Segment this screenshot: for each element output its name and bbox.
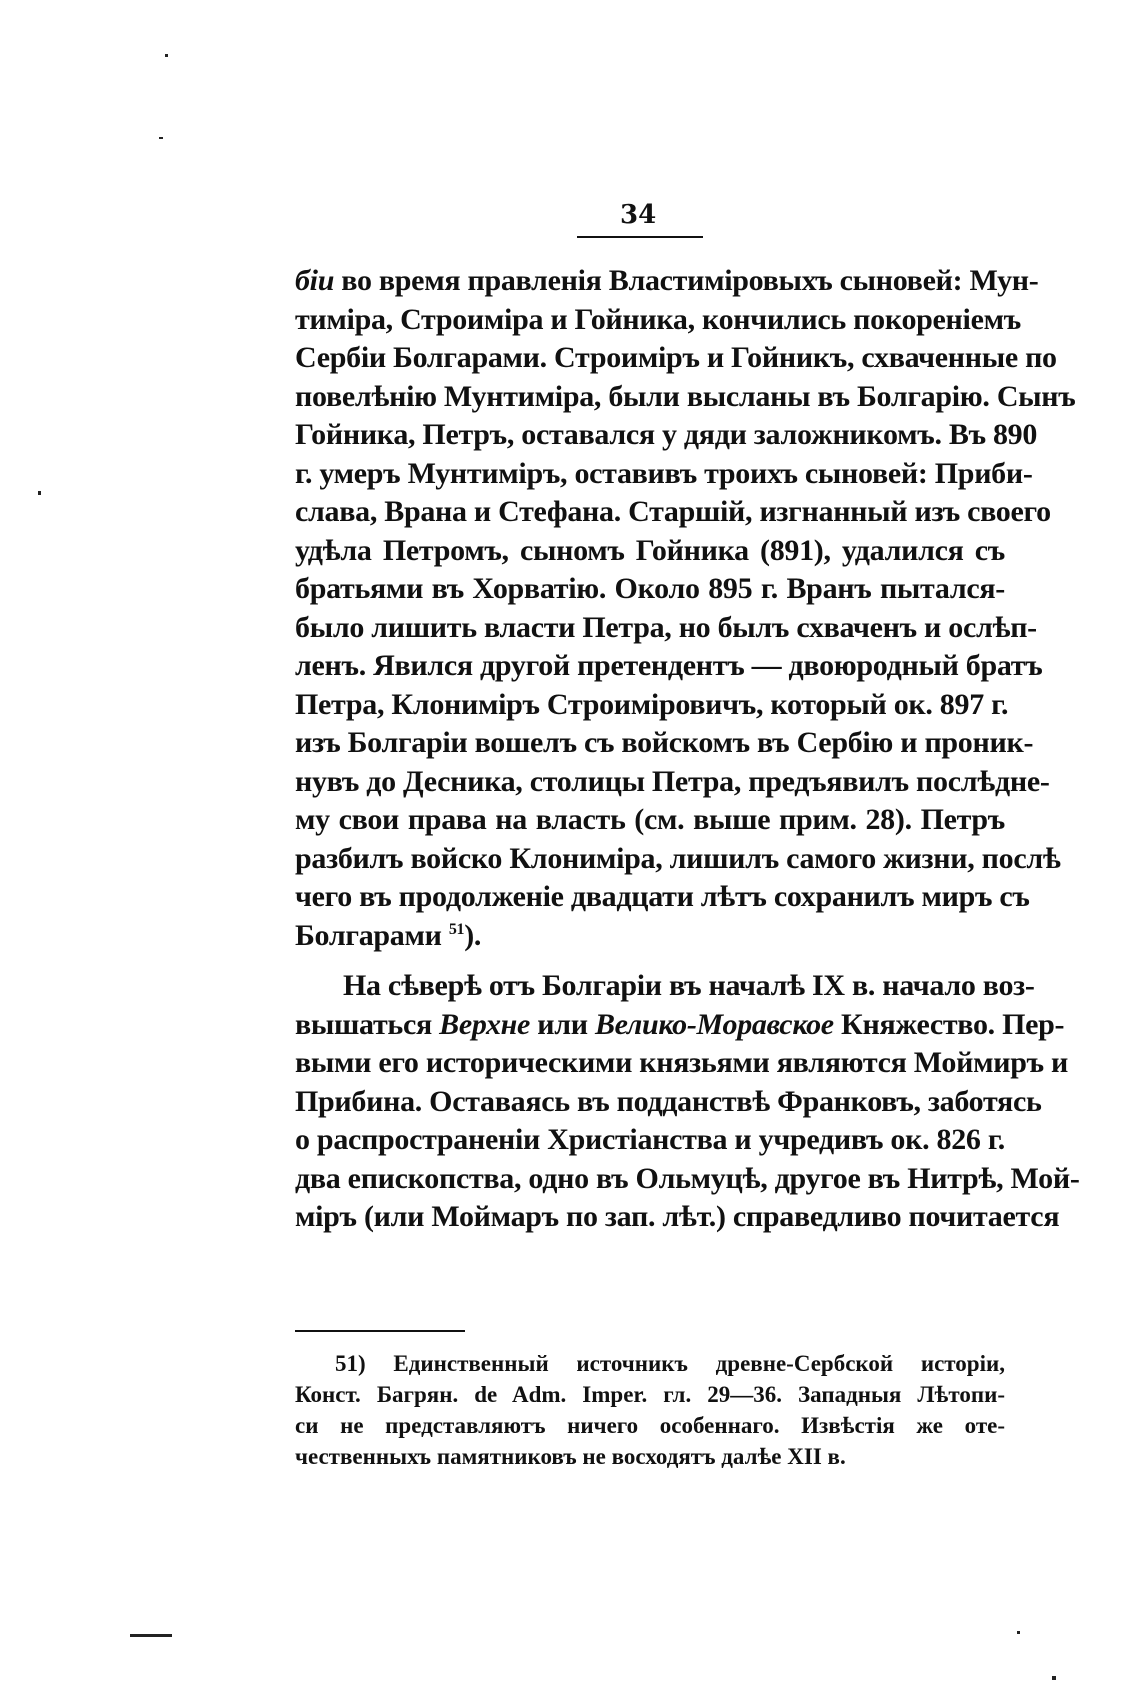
text-run: Верхне: [439, 1007, 531, 1041]
text-run: выми его историческими князьями являются Моймиръ и: [295, 1046, 1068, 1079]
text-run: тиміра, Строиміра и Гойника, кончились покореніемъ: [295, 302, 1021, 336]
scan-speck: [1052, 1676, 1056, 1680]
text-run: два епископства, одно въ Ольмуцѣ, другое въ Нитрѣ, Мой-: [295, 1161, 1080, 1195]
text-run: біи: [295, 264, 335, 297]
text-run: Прибина. Оставаясь въ подданствѣ Франковъ, заботясь: [295, 1084, 1042, 1118]
scan-speck: [159, 137, 163, 139]
text-run: братьями въ Хорватію. Около 895 г. Вранъ пытался-: [295, 572, 1005, 605]
text-run: На сѣверѣ отъ Болгаріи въ началѣ IX в. начало воз-: [343, 969, 1035, 1002]
text-run: во время правленія Властиміровыхъ сыновей: Мун-: [334, 264, 1039, 297]
scan-speck: [165, 54, 168, 57]
paragraph-gap: [295, 955, 1005, 967]
text-run: Гойника, Петръ, оставался у дяди заложникомъ. Въ 890: [295, 418, 1038, 451]
text-run: Болгарами: [295, 918, 449, 952]
text-line: [295, 647, 1043, 686]
text-run: му свои права на власть (см. выше прим. 28). Петръ: [295, 803, 1005, 836]
scan-speck: [38, 491, 41, 495]
text-run: Велико-Моравское: [594, 1007, 834, 1041]
scan-speck: [130, 1634, 172, 1637]
text-run: ).: [464, 918, 482, 952]
footnote-rule: [295, 1330, 465, 1332]
text-line: [295, 878, 1030, 917]
text-run: повелѣнію Мунтиміра, были высланы въ Болгарію. Сынъ: [295, 379, 1076, 413]
text-line: [295, 1198, 1060, 1237]
text-line: [295, 840, 1061, 879]
text-run: Княжество. Пер-: [833, 1007, 1065, 1041]
text-line: [295, 1083, 1042, 1122]
text-run: міръ (или Моймаръ по зап. лѣт.) справедливо почитается: [295, 1200, 1060, 1233]
text-line: [295, 455, 1033, 494]
text-line: [295, 301, 1021, 340]
footnote-ref: 51: [448, 920, 465, 938]
text-line: [295, 378, 1076, 417]
text-line: [295, 262, 1039, 301]
text-run: изъ Болгаріи вошелъ съ войскомъ въ Сербію и проник-: [295, 726, 1034, 759]
body-text: [295, 262, 1080, 1237]
text-run: о распространеніи Христіанства и учредивъ ок. 826 г.: [295, 1123, 1005, 1156]
text-line: [295, 724, 1034, 763]
text-line: [295, 1044, 1068, 1083]
text-run: слава, Врана и Стефана. Старшій, изгнанный изъ своего: [295, 495, 1051, 528]
text-run: вышаться: [295, 1007, 440, 1041]
text-run: ленъ. Явился другой претендентъ — двоюродный братъ: [295, 649, 1043, 682]
footnote-line: чественныхъ памятниковъ не восходятъ далѣе XII в.: [295, 1444, 846, 1469]
text-run: было лишить власти Петра, но былъ схваченъ и ослѣп-: [295, 610, 1037, 644]
text-run: нувъ до Десника, столицы Петра, предъявилъ послѣдне-: [295, 764, 1050, 798]
footnote-line: си не представляютъ ничего особеннаго. Извѣстія же оте-: [295, 1413, 1005, 1438]
text-run: или: [530, 1007, 595, 1041]
text-line: [295, 917, 1005, 956]
text-line: [295, 532, 1005, 571]
text-run: разбилъ войско Клониміра, лишилъ самого жизни, послѣ: [295, 841, 1061, 875]
text-line: [295, 493, 1051, 532]
page-number-rule: [577, 236, 703, 238]
text-line: [295, 570, 1005, 609]
text-line: [295, 1006, 1065, 1045]
text-line: [295, 609, 1037, 648]
footnote-line: Конст. Багрян. de Adm. Imper. гл. 29—36. Западныя Лѣтопи-: [295, 1382, 1005, 1407]
text-run: Петра, Клониміръ Строиміровичъ, который ок. 897 г.: [295, 687, 1009, 721]
text-line: [295, 1121, 1005, 1160]
text-line: [295, 416, 1038, 455]
text-run: Сербіи Болгарами. Строиміръ и Гойникъ, схваченные по: [295, 341, 1057, 374]
text-line: [295, 763, 1050, 802]
text-run: г. умеръ Мунтиміръ, оставивъ троихъ сыновей: Приби-: [295, 456, 1033, 490]
text-line: [295, 339, 1057, 378]
text-run: удѣла Петромъ, сыномъ Гойника (891), удалился съ: [295, 533, 1005, 567]
scan-speck: [1017, 1631, 1020, 1634]
page-number: 34: [620, 200, 657, 230]
footnote-line: 51) Единственный источникъ древне-Сербской исторіи,: [335, 1351, 1005, 1376]
text-line: [295, 801, 1005, 840]
text-line: [295, 967, 1035, 1006]
text-line: [295, 686, 1009, 725]
text-run: чего въ продолженіе двадцати лѣтъ сохранилъ миръ съ: [295, 880, 1030, 913]
text-line: [295, 1160, 1080, 1199]
footnotes: [295, 1348, 1005, 1472]
